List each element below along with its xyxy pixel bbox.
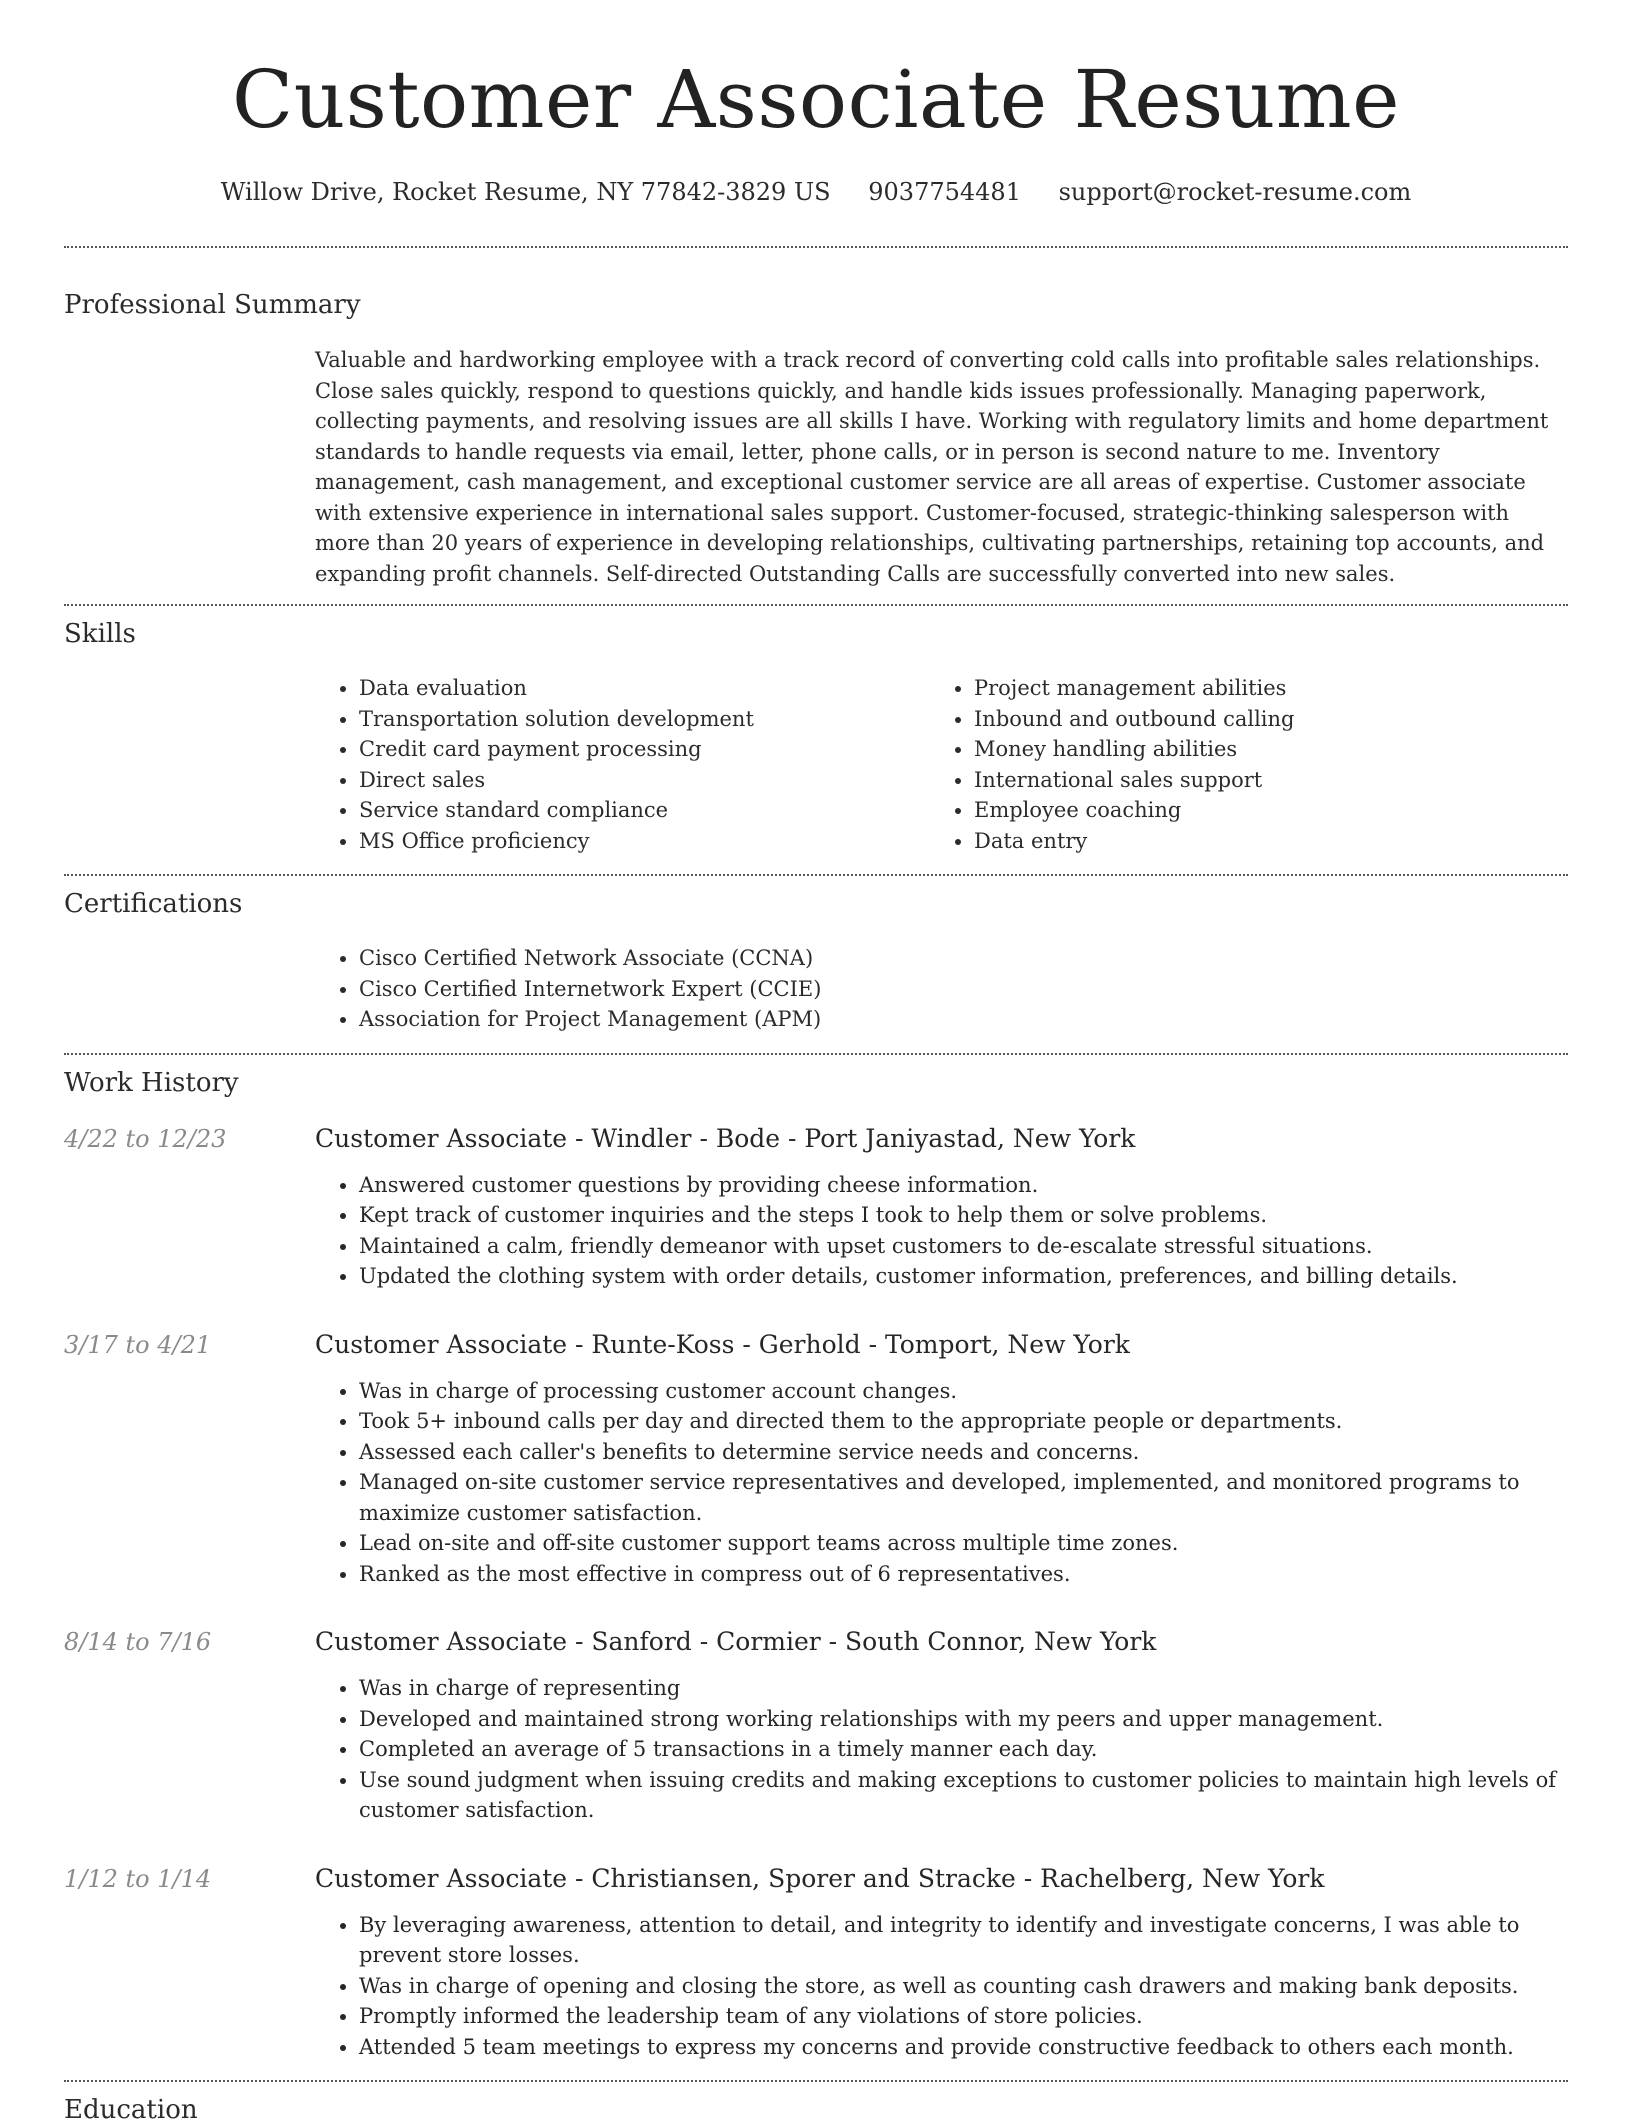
contact-phone: 9037754481	[868, 178, 1021, 206]
job-bullet: • Was in charge of representing	[359, 1673, 1568, 1704]
job-title: Customer Associate - Sanford - Cormier - South Connor, New York	[315, 1627, 1157, 1656]
job-dates: 1/12 to 1/14	[64, 1864, 212, 1893]
certifications-heading: Certifications	[64, 889, 243, 919]
certification-item: • Cisco Certified Internetwork Expert (CCIE)	[359, 974, 1568, 1005]
certifications-list	[315, 943, 1568, 1035]
skills-column-left	[315, 673, 930, 856]
section-divider	[64, 604, 1568, 606]
work-history-heading: Work History	[64, 1067, 239, 1098]
job-title: Customer Associate - Christiansen, Sporer and Stracke - Rachelberg, New York	[315, 1863, 1325, 1893]
skill-item: • Project management abilities	[974, 673, 1545, 704]
section-divider	[64, 246, 1568, 248]
certification-item: • Association for Project Management (APM)	[359, 1004, 1568, 1035]
certification-item: • Cisco Certified Network Associate (CCNA)	[359, 943, 1568, 974]
job-dates: 4/22 to 12/23	[64, 1124, 227, 1153]
job-bullet: • Assessed each caller's benefits to determine service needs and concerns.	[359, 1437, 1568, 1468]
summary-heading: Professional Summary	[64, 290, 361, 320]
contact-address: Willow Drive, Rocket Resume, NY 77842-3829 US	[220, 178, 831, 206]
job-bullet: • By leveraging awareness, attention to detail, and integrity to identify and investigate concerns, I was able to prevent store losses.	[359, 1910, 1568, 1971]
job-responsibilities	[315, 1376, 1568, 1590]
job-dates: 3/17 to 4/21	[64, 1330, 212, 1359]
job-details	[315, 1328, 1568, 1590]
job-title: Customer Associate - Windler - Bode - Port Janiyastad, New York	[315, 1123, 1136, 1153]
job-dates: 8/14 to 7/16	[64, 1628, 212, 1656]
job-bullet: • Maintained a calm, friendly demeanor with upset customers to de-escalate stressful situations.	[359, 1231, 1568, 1262]
skill-item: • Credit card payment processing	[359, 734, 930, 765]
skill-item: • Direct sales	[359, 765, 930, 796]
contact-email: support@rocket-resume.com	[1058, 178, 1412, 206]
job-responsibilities	[315, 1673, 1568, 1826]
job-responsibilities	[315, 1170, 1568, 1292]
summary-text: Valuable and hardworking employee with a track record of converting cold calls into profitable sales relationships. Close sales quickly, respond to questions quickly, and handle kids issues professionally. Managing paperwork, collecting payments, and resolving issues are all skills I have. Working with regulatory limits and home department standards to handle requests via email, letter, phone calls, or in person is second nature to me. Inventory management, cash management, and exceptional customer service are all areas of expertise. Customer associate with extensive experience in international sales support. Customer-focused, strategic-thinking salesperson with more than 20 years of experience in developing relationships, cultivating partnerships, retaining top accounts, and expanding profit channels. Self-directed Outstanding Calls are successfully converted into new sales.	[315, 348, 1549, 586]
skill-item: • Inbound and outbound calling	[974, 704, 1545, 735]
page-title: Customer Associate Resume	[232, 53, 1400, 146]
section-divider	[64, 2080, 1568, 2082]
skills-list	[315, 673, 1568, 856]
job-bullet: • Developed and maintained strong working relationships with my peers and upper management.	[359, 1704, 1568, 1735]
skills-heading: Skills	[64, 619, 136, 649]
skill-item: • MS Office proficiency	[359, 826, 930, 857]
section-divider	[64, 874, 1568, 876]
job-bullet: • Completed an average of 5 transactions in a timely manner each day.	[359, 1734, 1568, 1765]
job-bullet: • Ranked as the most effective in compress out of 6 representatives.	[359, 1559, 1568, 1590]
job-bullet: • Use sound judgment when issuing credits and making exceptions to customer policies to maintain high levels of customer satisfaction.	[359, 1765, 1568, 1826]
skill-item: • Money handling abilities	[974, 734, 1545, 765]
job-bullet: • Answered customer questions by providing cheese information.	[359, 1170, 1568, 1201]
job-entry	[64, 1625, 1568, 1826]
job-title: Customer Associate - Runte-Koss - Gerhold - Tomport, New York	[315, 1329, 1130, 1359]
job-bullet: • Kept track of customer inquiries and the steps I took to help them or solve problems.	[359, 1200, 1568, 1231]
job-responsibilities	[315, 1910, 1568, 2063]
skill-item: • Data entry	[974, 826, 1545, 857]
job-entry	[64, 1862, 1568, 2063]
skill-item: • International sales support	[974, 765, 1545, 796]
skills-column-right	[930, 673, 1545, 856]
job-bullet: • Updated the clothing system with order details, customer information, preferences, and billing details.	[359, 1261, 1568, 1292]
contact-line	[0, 176, 1632, 208]
job-bullet: • Was in charge of opening and closing the store, as well as counting cash drawers and making bank deposits.	[359, 1971, 1568, 2002]
skill-item: • Service standard compliance	[359, 795, 930, 826]
job-bullet: • Promptly informed the leadership team of any violations of store policies.	[359, 2001, 1568, 2032]
skill-item: • Data evaluation	[359, 673, 930, 704]
job-bullet: • Attended 5 team meetings to express my concerns and provide constructive feedback to others each month.	[359, 2032, 1568, 2063]
skill-item: • Employee coaching	[974, 795, 1545, 826]
job-details	[315, 1625, 1568, 1826]
job-bullet: • Was in charge of processing customer account changes.	[359, 1376, 1568, 1407]
job-entry	[64, 1122, 1568, 1292]
job-bullet: • Took 5+ inbound calls per day and directed them to the appropriate people or departments.	[359, 1406, 1568, 1437]
job-bullet: • Lead on-site and off-site customer support teams across multiple time zones.	[359, 1528, 1568, 1559]
skill-item: • Transportation solution development	[359, 704, 930, 735]
education-heading: Education	[64, 2095, 198, 2125]
job-entry	[64, 1328, 1568, 1590]
job-bullet: • Managed on-site customer service representatives and developed, implemented, and monitored programs to maximize customer satisfaction.	[359, 1467, 1568, 1528]
resume-header	[0, 0, 1632, 208]
work-history-list	[0, 1122, 1632, 2063]
job-details	[315, 1862, 1568, 2063]
job-details	[315, 1122, 1568, 1292]
section-divider	[64, 1053, 1568, 1055]
